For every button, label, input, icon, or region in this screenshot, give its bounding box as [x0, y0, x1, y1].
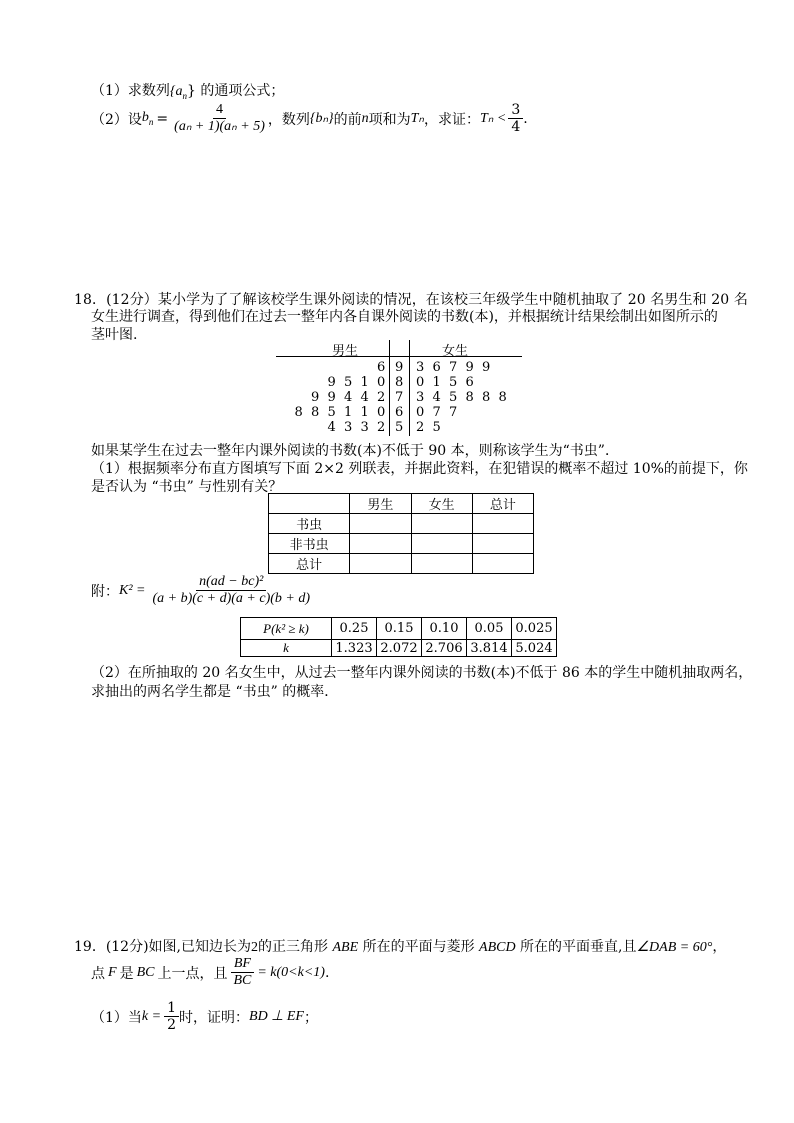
formula-fraction [149, 574, 313, 607]
q17-part2-text2: 项和为 [368, 111, 411, 128]
q19-line2-a: 点 [91, 965, 105, 982]
contingency-row [269, 514, 534, 534]
crit-p-value: 0.10 [422, 618, 467, 640]
q19-line1-c: 所在的平面与菱形 [362, 939, 475, 955]
contingency-col-male: 男生 [350, 494, 411, 514]
q18-sub1-line2: 是否认为 “书虫” 与性别有关？ [91, 479, 283, 495]
contingency-cell[interactable] [350, 534, 411, 554]
q18-line1: 18．(12分）某小学为了了解该校学生课外阅读的情况，在该校三年级学生中随机抽取了 20 名男生和 20 名 [74, 292, 748, 308]
q19-triangle-abe: ABE [332, 940, 359, 955]
q17-Tn: Tₙ [410, 111, 425, 127]
q17-part2 [91, 102, 528, 135]
female-leaf: 9 [465, 360, 474, 375]
contingency-header-row [269, 494, 534, 514]
crit-p-label: P(k² ≥ k) [241, 618, 332, 640]
male-leaf: 4 [344, 390, 353, 405]
q17-Tn-ineq: Tₙ < [480, 111, 507, 127]
crit-row-p [241, 618, 557, 640]
q17-bn: $b_n$ [141, 110, 154, 127]
q19-rhombus-abcd: ABCD [479, 940, 516, 955]
q19-bf-bc-fraction: $\frac{BF}{BC}$ [230, 956, 254, 989]
stem-female-label: 女生 [442, 344, 469, 359]
q19-k-range: (0<k<1) [276, 964, 325, 980]
q19-line2 [91, 956, 329, 989]
female-leaf: 6 [432, 360, 441, 375]
q19-bd-perp-ef: BD ⊥ EF [249, 1009, 304, 1025]
q19-sub1 [91, 1000, 318, 1033]
q19-sub1-c: ； [303, 1009, 318, 1026]
critical-value-table [240, 617, 557, 657]
q19-line1-d: 所在的平面垂直,且 [520, 939, 637, 955]
female-leaf: 6 [465, 375, 474, 390]
q19-one-half: $\frac{1}{2}$ [164, 1000, 179, 1033]
male-leaf: 9 [311, 390, 320, 405]
male-leaf: 4 [327, 420, 336, 435]
contingency-cell[interactable] [472, 514, 533, 534]
contingency-cell[interactable] [472, 554, 533, 574]
stem-top-rule [276, 356, 522, 357]
q19-line1 [74, 936, 726, 956]
female-leaf: 7 [449, 360, 458, 375]
formula-lhs: K² = [119, 582, 146, 598]
q17-part1 [91, 80, 284, 101]
stem-row [276, 360, 522, 374]
crit-k-value: 1.323 [332, 640, 377, 657]
male-leaf: 5 [344, 375, 353, 390]
stem-row [276, 405, 522, 419]
q17-part1-seq: {$a_n$ [169, 84, 188, 101]
contingency-row [269, 554, 534, 574]
contingency-row-label: 书虫 [269, 514, 350, 534]
q17-part1-end: } 的通项公式； [187, 83, 285, 99]
female-leaf: 8 [498, 390, 507, 405]
contingency-cell[interactable] [350, 554, 411, 574]
male-leaf: 2 [377, 390, 386, 405]
stem-row [276, 390, 522, 404]
q19-sub1-k: k = [141, 1008, 162, 1024]
q19-line1-a: 19．(12分)如图,已知边长为 [74, 939, 252, 955]
q18-line2: 女生进行调查，得到他们在过去一整年内各自课外阅读的书数(本)，并根据统计结果绘制出如图所示的 [91, 309, 718, 325]
female-leaf: 0 [416, 405, 425, 420]
crit-p-value: 0.25 [332, 618, 377, 640]
male-leaf: 5 [327, 405, 336, 420]
q19-side-length: 2 [251, 940, 259, 955]
female-leaf: 7 [449, 405, 458, 420]
crit-k-value: 5.024 [512, 640, 557, 657]
q17-part2-text: 的前 [333, 111, 362, 128]
female-leaf: 3 [416, 360, 425, 375]
contingency-col-total: 总计 [472, 494, 533, 514]
q17-n: n [361, 110, 369, 126]
stem-value: 8 [395, 375, 404, 390]
crit-p-value: 0.15 [377, 618, 422, 640]
q19-line1-e: ， [712, 939, 727, 955]
q18-line3: 茎叶图. [91, 327, 138, 343]
female-leaf: 3 [416, 390, 425, 405]
q17-three-quarters: $\frac{3}{4}$ [508, 102, 523, 135]
q19-angle-dab: ∠DAB = 60° [636, 940, 713, 955]
crit-p-value: 0.05 [467, 618, 512, 640]
q17-prove: ，求证： [424, 111, 481, 128]
appendix-label: 附： [91, 583, 119, 600]
stem-value: 9 [395, 360, 404, 375]
contingency-row [269, 534, 534, 554]
female-leaf: 9 [482, 360, 491, 375]
contingency-col-female: 女生 [411, 494, 472, 514]
male-leaf: 0 [377, 405, 386, 420]
male-leaf: 9 [327, 375, 336, 390]
q19-point-f: F [108, 964, 117, 980]
crit-k-value: 2.706 [422, 640, 467, 657]
stem-row [276, 420, 522, 434]
male-leaf: 1 [344, 405, 353, 420]
q17-dot: . [523, 110, 528, 127]
male-leaf: 2 [377, 420, 386, 435]
male-leaf: 1 [360, 375, 369, 390]
q17-part2-prefix: （2）设 [91, 111, 142, 128]
q19-sub1-a: （1）当 [91, 1009, 142, 1026]
contingency-cell[interactable] [350, 514, 411, 534]
stem-value: 7 [395, 390, 404, 405]
contingency-cell[interactable] [411, 514, 472, 534]
contingency-table [268, 493, 534, 574]
q17-part2-mid: ，数列 [267, 111, 310, 128]
q17-part1-text: （1）求数列 [91, 83, 170, 99]
stem-value: 5 [395, 420, 404, 435]
contingency-corner [269, 494, 350, 514]
male-leaf: 4 [360, 390, 369, 405]
female-leaf: 8 [465, 390, 474, 405]
crit-k-value: 3.814 [467, 640, 512, 657]
male-leaf: 9 [327, 390, 336, 405]
q19-line2-dot: . [324, 964, 330, 981]
male-leaf: 1 [360, 405, 369, 420]
male-leaf: 0 [377, 375, 386, 390]
female-leaf: 8 [482, 390, 491, 405]
k-squared-formula [91, 574, 313, 607]
q18-sub1-line1: （1）根据频率分布直方图填写下面 2×2 列联表，并据此资料，在犯错误的概率不超过 10%的前提下，你 [91, 461, 748, 477]
contingency-row-label: 非书虫 [269, 534, 350, 554]
q19-sub1-b: 时，证明： [179, 1009, 250, 1026]
crit-row-k [241, 640, 557, 657]
formula-denominator: (a + b)(c + d)(a + c)(b + d) [152, 591, 310, 607]
contingency-cell[interactable] [411, 554, 472, 574]
female-leaf: 0 [416, 375, 425, 390]
stem-row [276, 375, 522, 389]
contingency-cell[interactable] [411, 534, 472, 554]
q19-line1-b: 的正三角形 [258, 939, 329, 955]
crit-k-label: k [241, 640, 332, 657]
male-leaf: 8 [294, 405, 303, 420]
female-leaf: 1 [432, 375, 441, 390]
female-leaf: 7 [432, 405, 441, 420]
female-leaf: 2 [416, 420, 425, 435]
crit-k-value: 2.072 [377, 640, 422, 657]
contingency-cell[interactable] [472, 534, 533, 554]
q19-eq-k: = k [257, 964, 277, 980]
crit-p-value: 0.025 [512, 618, 557, 640]
q17-bn-seq: {bₙ} [309, 111, 334, 127]
formula-numerator: n(ad − bc)² [196, 574, 266, 591]
female-leaf: 5 [449, 390, 458, 405]
q17-bn-fraction: $\frac{4}{\text{(aₙ + 1)(aₙ + 5)}}$ [174, 102, 265, 135]
male-leaf: 3 [344, 420, 353, 435]
female-leaf: 4 [432, 390, 441, 405]
stem-value: 6 [395, 405, 404, 420]
male-leaf: 6 [377, 360, 386, 375]
female-leaf: 5 [449, 375, 458, 390]
q19-line2-b: 是 [119, 965, 134, 982]
q19-line2-c: 上一点，且 [157, 965, 228, 982]
contingency-row-label: 总计 [269, 554, 350, 574]
male-leaf: 8 [311, 405, 320, 420]
q18-sub2-line1: （2）在所抽取的 20 名女生中，从过去一整年内课外阅读的书数(本)不低于 86 本的学生中随机抽取两名， [91, 665, 753, 681]
q17-eq-sign: = [156, 110, 169, 127]
q18-sub2-line2: 求抽出的两名学生都是 “书虫” 的概率． [91, 684, 339, 700]
stem-male-label: 男生 [332, 344, 359, 359]
female-leaf: 5 [432, 420, 441, 435]
q18-bookworm-definition: 如果某学生在过去一整年内课外阅读的书数(本)不低于 90 本，则称该学生为“书虫”． [91, 443, 619, 459]
male-leaf: 3 [360, 420, 369, 435]
q19-segment-bc: BC [136, 964, 155, 980]
